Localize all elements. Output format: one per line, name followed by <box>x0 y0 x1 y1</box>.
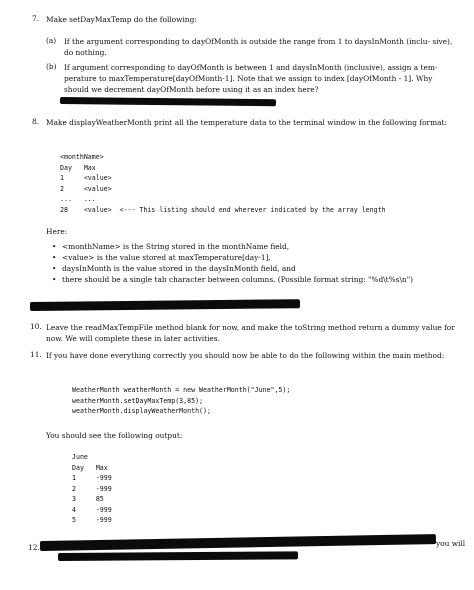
redaction-mark-4 <box>58 551 298 561</box>
bullet-item: • <monthName> is the String stored in the monthName field, <box>52 241 462 252</box>
item-12-number: 12. <box>28 543 40 552</box>
redaction-mark-2 <box>30 299 300 311</box>
redaction-mark-3 <box>40 534 436 551</box>
output-label: You should see the following output: <box>46 431 183 440</box>
field-bullet-list <box>52 241 462 285</box>
bullet-item: • there should be a single tab character between columns. (Possible format string: "%d\t%s\n") <box>52 274 462 285</box>
bullet-item: • daysInMonth is the value stored in the daysInMonth field, and <box>52 263 462 274</box>
item-10-number: 10. <box>30 322 42 331</box>
here-label: Here: <box>46 227 68 236</box>
item-11-number: 11. <box>30 350 42 359</box>
main-method-code-block: WeatherMonth weatherMonth = new WeatherMonth("June",5); weatherMonth.setDayMaxTemp(3,85); weatherMonth.displayWeatherMonth(); <box>72 386 291 415</box>
item-8-number: 8. <box>32 117 40 126</box>
item-7b-label: (b) <box>46 62 57 71</box>
item-10-text: Leave the readMaxTempFile method blank for now, and make the toString method return a dummy value for now. We will complete these in later activities. <box>46 323 455 343</box>
redaction-mark-1 <box>60 97 276 106</box>
item-7-title: Make setDayMaxTemp do the following: <box>46 15 197 24</box>
expected-output-block: June Day Max 1 -999 2 -999 3 85 4 -999 5 -999 <box>72 453 112 524</box>
item-7a-label: (a) <box>46 36 57 45</box>
bullet-item: • <value> is the value stored at maxTemperature[day-1], <box>52 252 462 263</box>
format-listing-block: <monthName> Day Max 1 <value> 2 <value> ... ... 28 <value> <--- This listing should end wherever indicated by the array length <box>60 153 386 214</box>
item-12-visible-tail: you will <box>436 539 466 548</box>
item-7a-text: If the argument corresponding to dayOfMonth is outside the range from 1 to daysInMonth (inclu- sive), do nothing. <box>64 37 453 57</box>
item-7-number: 7. <box>32 14 40 23</box>
item-11-text: If you have done everything correctly you should now be able to do the following within the main method: <box>46 351 445 360</box>
item-8-title: Make displayWeatherMonth print all the temperature data to the terminal window in the following format: <box>46 118 447 127</box>
item-7b-text: If argument corresponding to dayOfMonth is between 1 and daysInMonth (inclusive), assign a tem- perature to maxTemperature[dayOfMonth-1]. Note that we assign to index [dayOfMonth - 1]. Why should we decrement dayOfMonth before using it as an index here? <box>64 63 438 94</box>
